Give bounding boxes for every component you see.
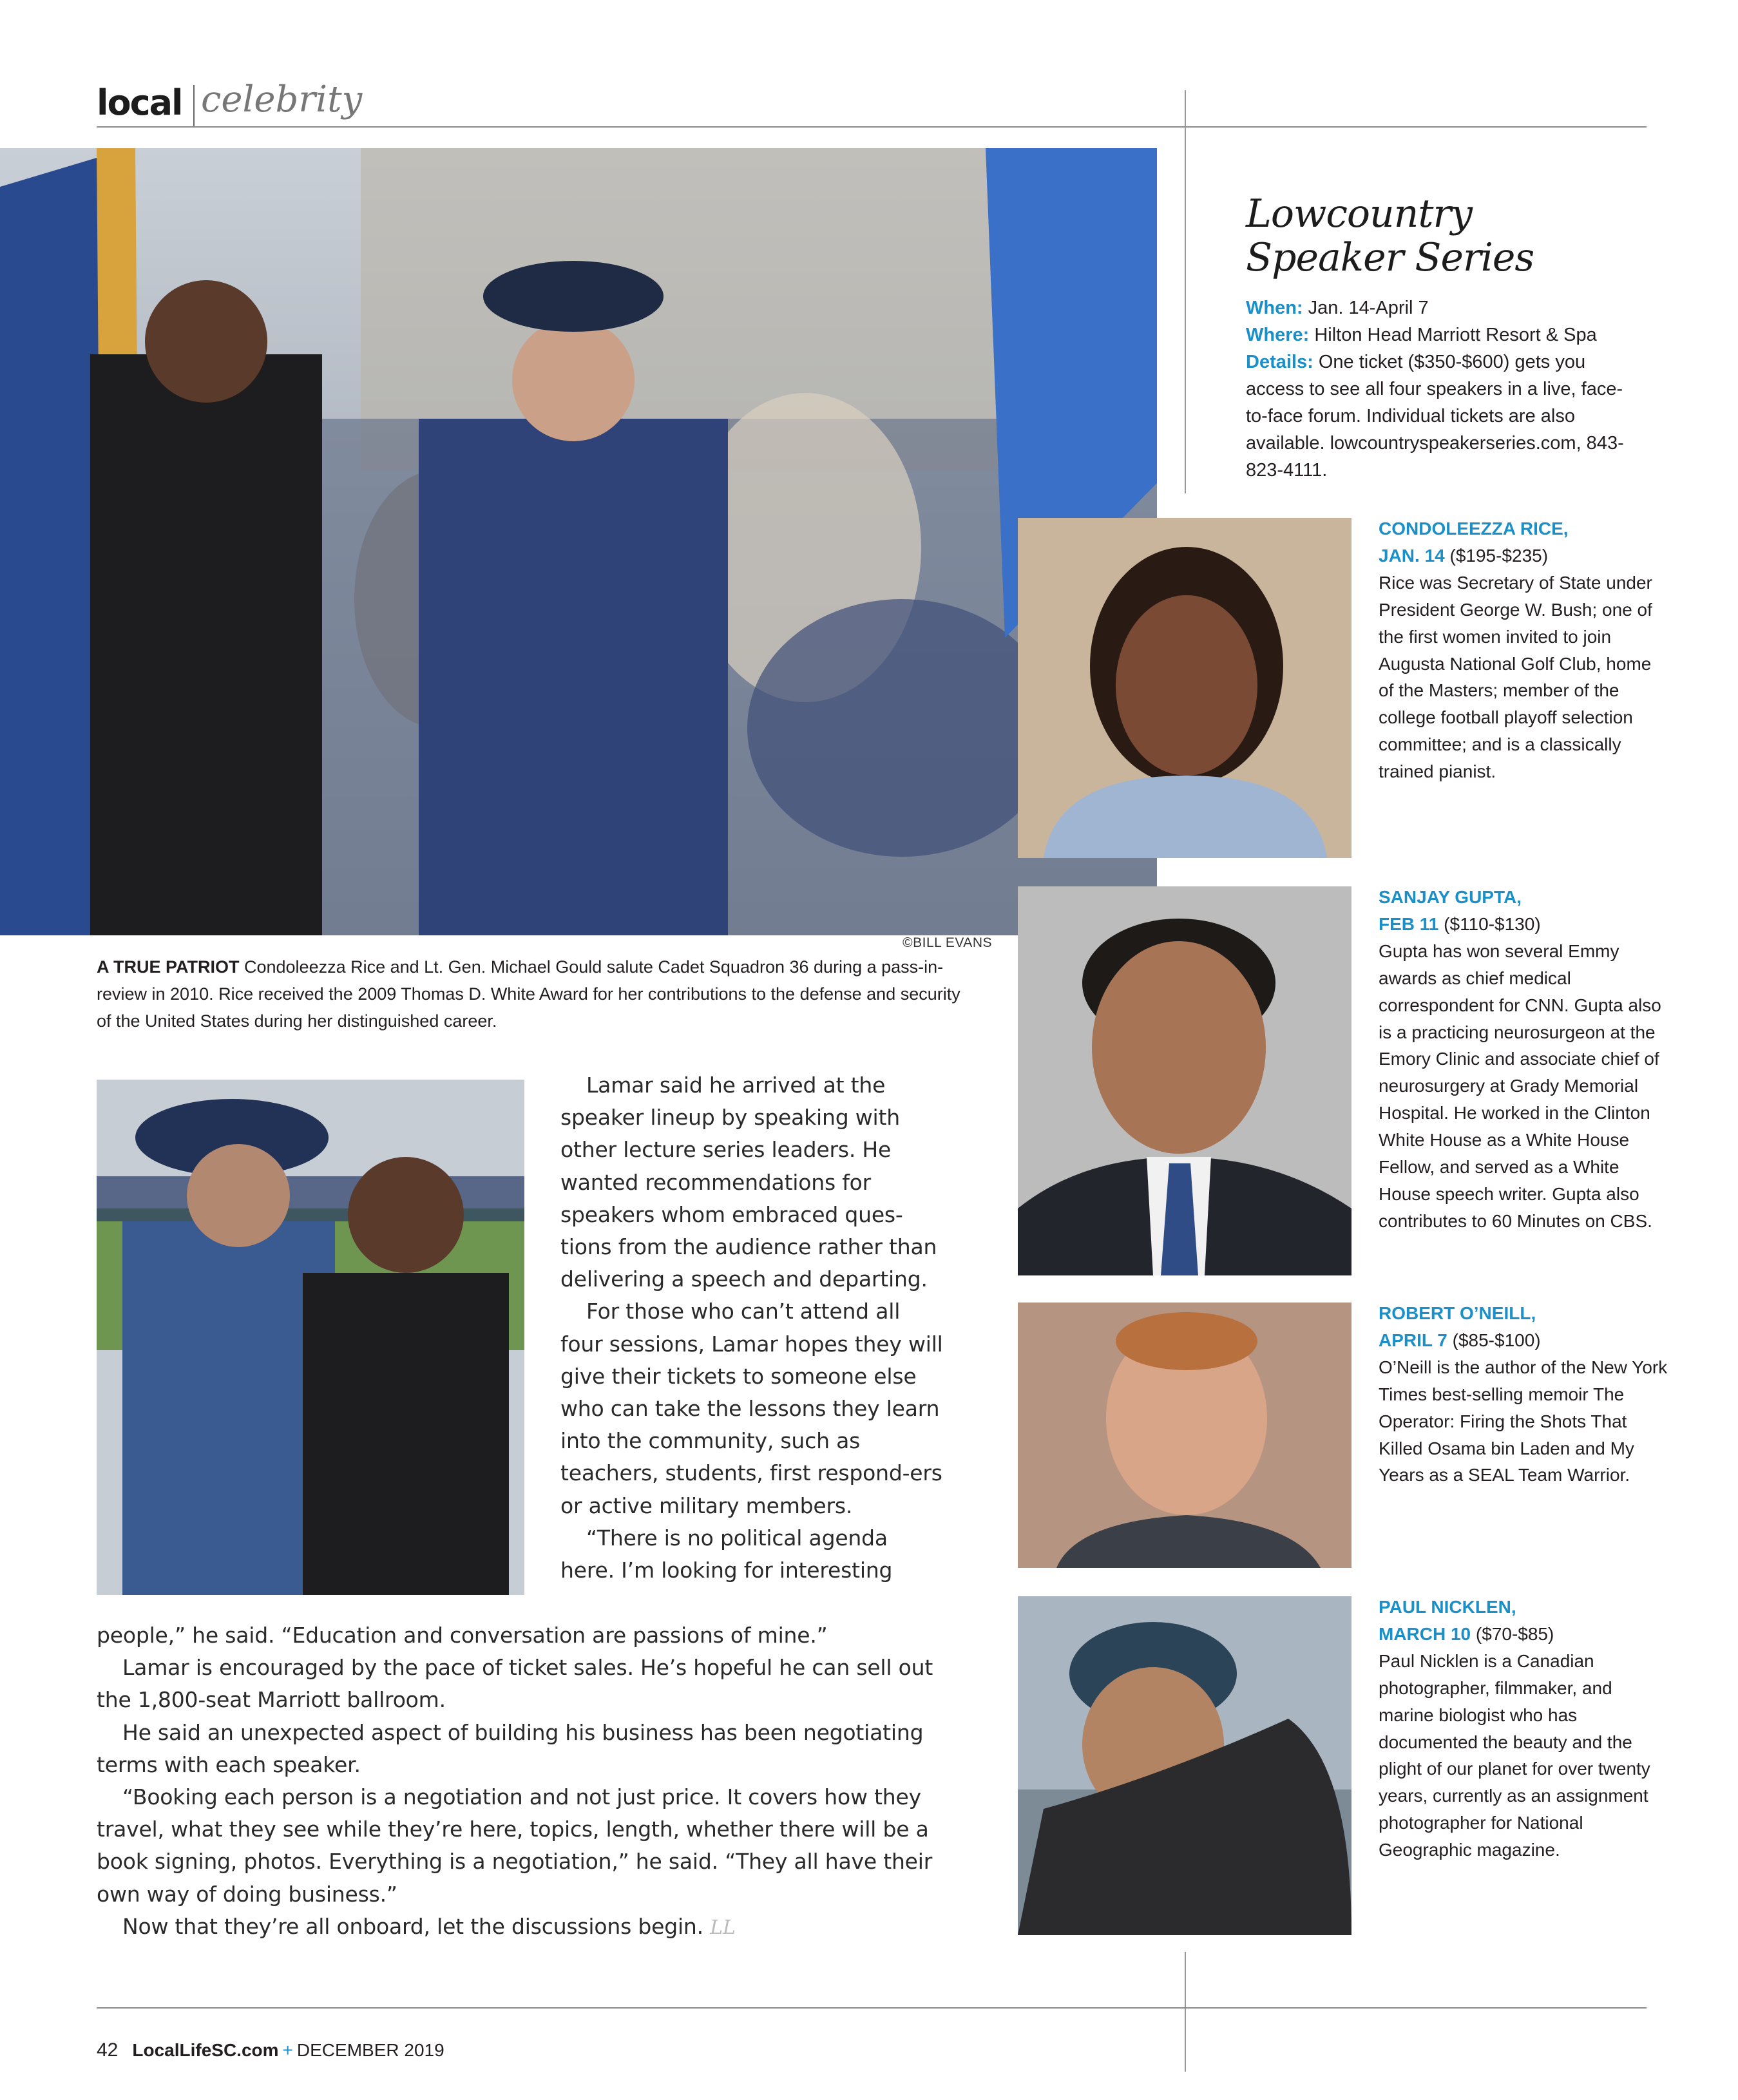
speaker-name: SANJAY GUPTA, xyxy=(1379,887,1522,907)
main-photo-rice-and-gould-saluting xyxy=(0,148,1157,935)
footer-issue: DECEMBER 2019 xyxy=(296,2040,444,2060)
details-value: One ticket ($350-$600) gets you access to see all four speakers in a live, face-to-face forum. Individual tickets are also available. lowcountryspeakerseries.com, 843-823-4111. xyxy=(1246,352,1624,481)
article-paragraph: For those who can’t attend all four sessions, Lamar hopes they will give their tickets to someone else who can take the lessons they learn into the community, such as teachers, students, first respond-ers or active military members. xyxy=(560,1299,943,1518)
caption-text: Condoleezza Rice and Lt. Gen. Michael Gould salute Cadet Squadron 36 during a pass-in-review in 2010. Rice received the 2009 Thomas D. White Award for her contributions to the defense and security of the United States during her distinguished career. xyxy=(97,957,960,1031)
sidebar-title-line2: Speaker Series xyxy=(1246,235,1534,280)
header-rule xyxy=(97,126,1647,128)
speaker-entry-rice xyxy=(1379,515,1668,785)
page-number: 42 xyxy=(97,2039,119,2061)
speaker-date-line xyxy=(1379,1327,1668,1354)
speaker-name: ROBERT O’NEILL, xyxy=(1379,1303,1536,1323)
speaker-date: FEB 11 xyxy=(1379,913,1439,934)
event-when xyxy=(1246,294,1632,321)
speaker-bio: O’Neill is the author of the New York Times best-selling memoir The Operator: Firing the Shots That Killed Osama bin Laden and My Years as a SEAL Team Warrior. xyxy=(1379,1357,1668,1485)
event-details xyxy=(1246,348,1632,484)
article-body-bottom xyxy=(97,1619,966,1944)
when-value: Jan. 14-April 7 xyxy=(1303,298,1429,318)
header-separator xyxy=(193,85,195,126)
footer-site: LocalLifeSC.com xyxy=(132,2040,279,2060)
speaker-date: APRIL 7 xyxy=(1379,1330,1447,1350)
speaker-bio: Gupta has won several Emmy awards as chief medical correspondent for CNN. Gupta also is a practicing neurosurgeon at the Emory Clinic and associate chief of neurosurgery at Grady Memorial Hospital. He worked in the Clinton White House as a White House Fellow, and served as a White House speech writer. Gupta also contributes to 60 Minutes on CBS. xyxy=(1379,940,1661,1231)
end-mark: LL xyxy=(710,1916,736,1939)
where-value: Hilton Head Marriott Resort & Spa xyxy=(1309,325,1597,345)
speaker-name: CONDOLEEZZA RICE, xyxy=(1379,519,1569,539)
speaker-entry-nicklen xyxy=(1379,1594,1668,1864)
rice-greeting-officer-photo xyxy=(97,1080,524,1595)
speaker-price: ($85-$100) xyxy=(1447,1330,1541,1350)
speaker-date-line xyxy=(1379,911,1668,938)
article-paragraph: “Booking each person is a negotiation and not just price. It covers how they travel, what they see while they’re here, topics, length, whether there will be a book signing, photos. Everything is a negotiation,” he said. “They all have their own way of doing business.” xyxy=(97,1784,933,1907)
photo-caption xyxy=(97,953,966,1035)
speaker-bio: Paul Nicklen is a Canadian photographer, filmmaker, and marine biologist who has documented the beauty and the plight of our planet for over twenty years, currently as an assignment photographer for National Geographic magazine. xyxy=(1379,1650,1650,1860)
speaker-price: ($110-$130) xyxy=(1438,913,1541,934)
event-where xyxy=(1246,321,1632,348)
portrait-robert-oneill xyxy=(1018,1303,1351,1568)
portrait-condoleezza-rice xyxy=(1018,518,1351,858)
article-body-top xyxy=(560,1069,947,1587)
speaker-date-line xyxy=(1379,1621,1668,1648)
speaker-entry-gupta xyxy=(1379,884,1668,1235)
speaker-date: JAN. 14 xyxy=(1379,545,1445,566)
footer-rule xyxy=(97,2007,1647,2009)
where-label: Where: xyxy=(1246,325,1310,345)
speaker-date: MARCH 10 xyxy=(1379,1623,1471,1644)
article-paragraph: He said an unexpected aspect of building his business has been negotiating terms with each speaker. xyxy=(97,1719,924,1777)
magazine-logo: local xyxy=(97,82,182,123)
column-divider-bottom xyxy=(1185,1952,1186,2072)
section-label: celebrity xyxy=(201,79,363,120)
footer-separator: + xyxy=(282,2040,293,2060)
sidebar-title xyxy=(1246,192,1534,280)
portrait-paul-nicklen xyxy=(1018,1596,1351,1935)
speaker-entry-oneill xyxy=(1379,1300,1668,1489)
article-final-sentence: Now that they’re all onboard, let the discussions begin. xyxy=(122,1913,703,1939)
speaker-bio: Rice was Secretary of State under President George W. Bush; one of the first women invited to join Augusta National Golf Club, home of the Masters; member of the college football playoff selection committee; and is a classically trained pianist. xyxy=(1379,572,1652,782)
sidebar-title-line1: Lowcountry xyxy=(1246,191,1473,236)
article-paragraph: people,” he said. “Education and conversation are passions of mine.” xyxy=(97,1623,828,1648)
details-label: Details: xyxy=(1246,352,1313,372)
caption-lead: A TRUE PATRIOT xyxy=(97,957,240,977)
article-paragraph: Lamar is encouraged by the pace of ticket sales. He’s hopeful he can sell out the 1,800-seat Marriott ballroom. xyxy=(97,1655,933,1713)
column-divider-top xyxy=(1185,90,1186,493)
article-paragraph: “There is no political agenda here. I’m looking for interesting xyxy=(560,1525,893,1583)
speaker-date-line xyxy=(1379,542,1668,569)
photo-credit: ©BILL EVANS xyxy=(902,935,992,950)
when-label: When: xyxy=(1246,298,1303,318)
speaker-name: PAUL NICKLEN, xyxy=(1379,1597,1516,1617)
portrait-sanjay-gupta xyxy=(1018,886,1351,1275)
speaker-price: ($195-$235) xyxy=(1444,545,1549,566)
page-footer xyxy=(97,2039,444,2061)
article-paragraph-last xyxy=(97,1911,966,1944)
speaker-price: ($70-$85) xyxy=(1471,1623,1554,1644)
article-paragraph: Lamar said he arrived at the speaker lineup by speaking with other lecture series leaders. He wanted recommendations for speakers whom embraced ques-tions from the audience rather than delivering a speech and departing. xyxy=(560,1073,937,1292)
event-info xyxy=(1246,294,1632,484)
